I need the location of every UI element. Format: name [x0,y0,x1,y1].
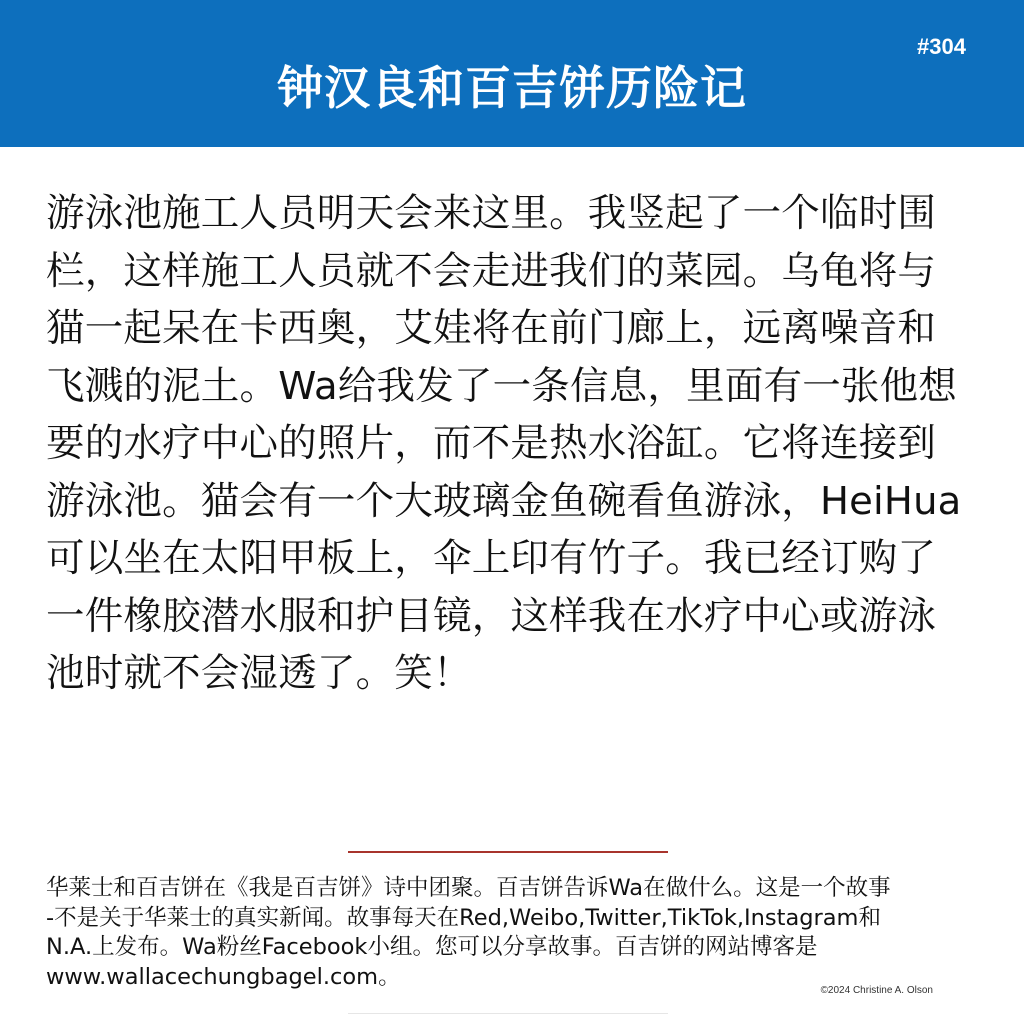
title-banner [0,0,1024,147]
story-text: 游泳池施工人员明天会来这里。我竖起了一个临时围 栏，这样施工人员就不会走进我们的菜园。乌龟将与 猫一起呆在卡西奥，艾娃将在前门廊上，远离噪音和 飞溅的泥土。Wa给我发了一条信息，里面有一张他想 要的水疗中心的照片，而不是热水浴缸。它将连接到 游泳池。猫会有一个大玻璃金鱼碗看鱼游泳，HeiHua 可以坐在太阳甲板上，伞上印有竹子。我已经订购了 一件橡胶潜水服和护目镜，这样我在水疗中心或游泳 池时就不会湿透了。笑！ [46,191,962,696]
bottom-divider [348,1013,668,1014]
page-title: 钟汉良和百吉饼历险记 [277,61,747,115]
footer-note: 华莱士和百吉饼在《我是百吉饼》诗中团聚。百吉饼告诉Wa在做什么。这是一个故事 -不是关于华莱士的真实新闻。故事每天在Red,Weibo,Twitter,TikTok,Instagram和 N.A.上发布。Wa粉丝Facebook小组。您可以分享故事。百吉饼的网站博客是 www.wallacechungbagel.com。 [46,875,891,990]
episode-number: #304 [917,34,966,59]
section-divider [348,851,668,853]
copyright-notice: ©2024 Christine A. Olson [820,985,933,996]
